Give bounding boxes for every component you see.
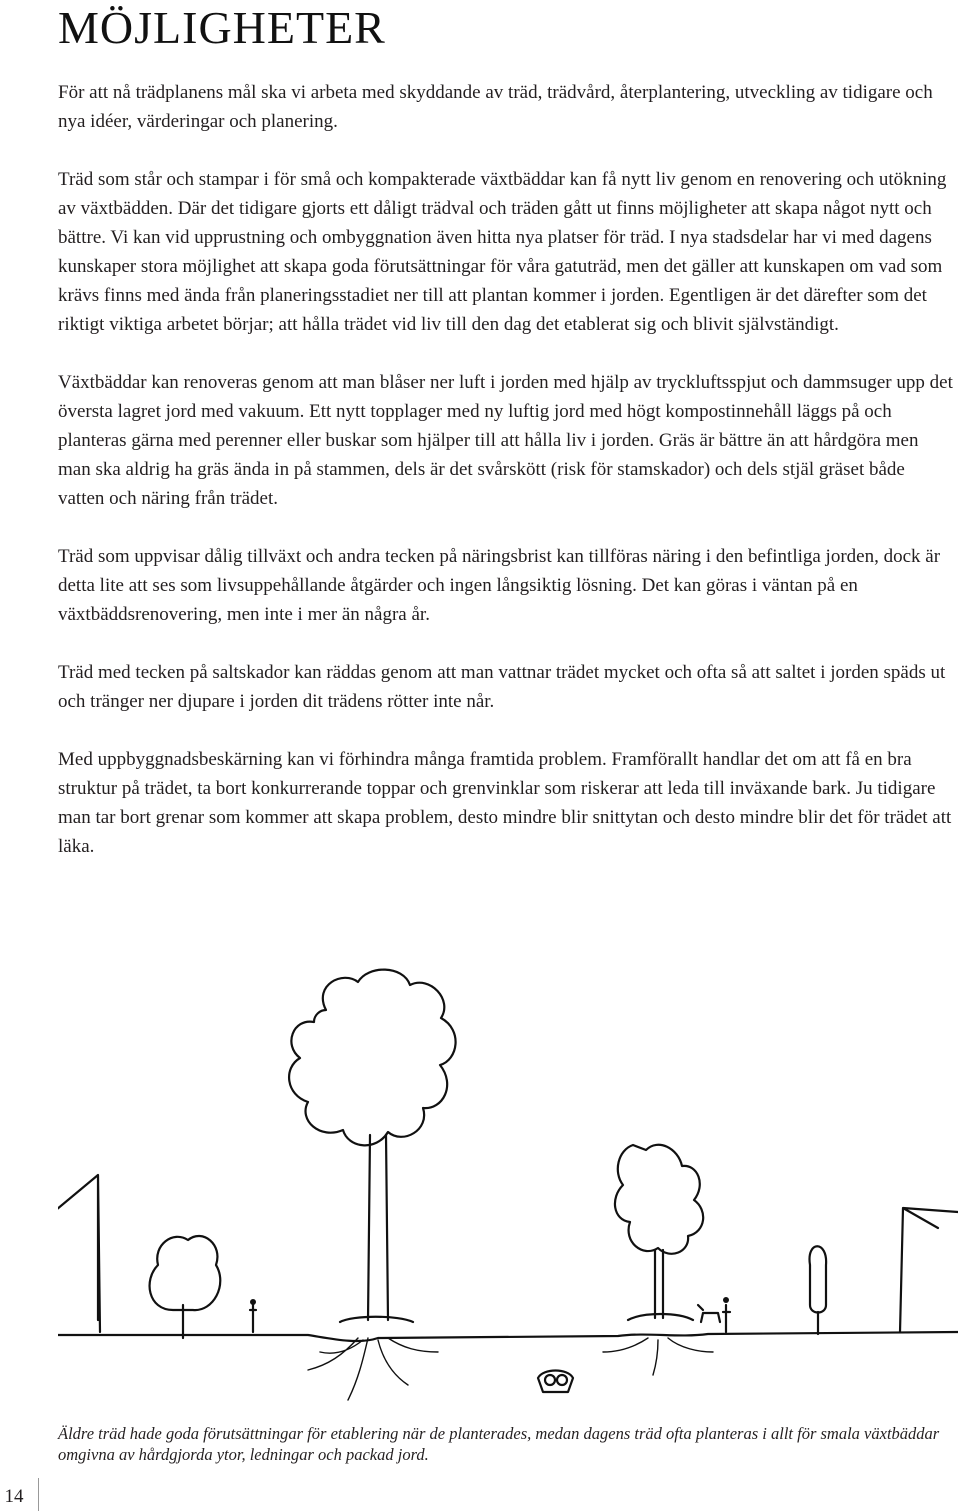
tree-sketch [58, 960, 958, 1420]
figure-caption: Äldre träd hade goda förutsättningar för etablering när de planterades, medan dagens träd ofta planteras i allt för smala växtbäddar omgivna av hårdgjorda ytor, ledningar och packad jord. [58, 1424, 940, 1464]
page-title: MÖJLIGHETER [58, 2, 386, 53]
body-text [58, 78, 954, 890]
paragraph-renovation: Träd som står och stampar i för små och kompakterade växtbäddar kan få nytt liv genom en renovering och utökning av växtbädden. Där det tidigare gjorts ett dåligt trädval och träden gått ut finns möjligheter att skapa något nytt och bättre. Vi kan vid upprustning och ombyggnation även hitta nya platser för träd. I nya stadsdelar har vi med dagens kunskaper stora möjlighet att skapa goda förutsättningar för våra gatuträd, men det gäller att kunskapen om vad som krävs finns med ända från planeringsstadiet ner till att plantan kommer i jorden. Egentligen är det därefter som det riktigt viktiga arbetet börjar; att hålla trädet vid liv till den dag det etablerat sig och blivit självständigt. [58, 169, 947, 335]
columnar-tree-right [810, 1246, 827, 1334]
margin-rule [38, 1478, 39, 1511]
pipes-underground [538, 1371, 573, 1393]
person-left [250, 1305, 256, 1332]
dog-walker [698, 1297, 730, 1332]
paragraph-nutrients: Träd som uppvisar dålig tillväxt och andra tecken på näringsbrist kan tillföras näring i den befintliga jorden, dock är detta lite att ses som livsuppehållande åtgärder och ingen långsiktig lösning. Det kan göras i väntan på en växtbäddsrenovering, men inte i mer än några år. [58, 546, 941, 625]
house-left [58, 1175, 100, 1332]
small-tree-left [150, 1236, 221, 1338]
paragraph-intro: För att nå trädplanens mål ska vi arbeta med skyddande av träd, trädvård, återplantering, utveckling av tidigare och nya idéer, värderingar och planering. [58, 82, 933, 132]
house-right [900, 1208, 958, 1332]
page-number: 14 [4, 1486, 24, 1507]
paragraph-pruning: Med uppbyggnadsbeskärning kan vi förhindra många framtida problem. Framförallt handlar det om att få en bra struktur på trädet, ta bort konkurrerande toppar och grenvinklar som riskerar att leda till inväxande bark. Ju tidigare man tar bort grenar som kommer att skapa problem, desto mindre blir snittytan och desto mindre blir det för trädet att läka. [58, 749, 952, 857]
young-tree-roots [603, 1338, 713, 1375]
old-tree-roots [308, 1338, 438, 1400]
paragraph-salt-damage: Träd med tecken på saltskador kan räddas genom att man vattnar trädet mycket och ofta så att saltet i jorden späds ut och tränger ner djupare i jorden dit trädens rötter inte når. [58, 662, 946, 712]
street-tree-illustration [58, 960, 958, 1420]
paragraph-planting-beds: Växtbäddar kan renoveras genom att man blåser ner luft i jorden med hjälp av tryckluftsspjut och dammsuger upp det översta lagret jord med vakuum. Ett nytt topplager med ny luftig jord med högt kompostinnehåll läggs på och planteras gärna med perenner eller buskar som hjälper till att hålla liv i jorden. Gräs är bättre än att hårdgöra men man ska aldrig ha gräs ända in på stammen, dels är det svårskött (risk för stamskador) och dels stjäl gräset både vatten och näring från trädet. [58, 372, 953, 509]
young-tree-center [603, 1145, 713, 1375]
ground-line [58, 1332, 958, 1341]
